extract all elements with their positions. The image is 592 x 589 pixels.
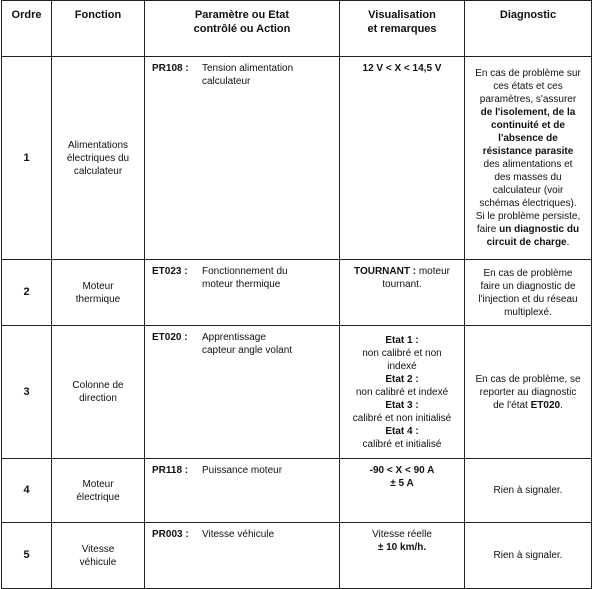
row-fonction: Moteur électrique (52, 459, 145, 523)
table-row (2, 326, 592, 459)
header-parametre: Paramètre ou Etat contrôlé ou Action (145, 1, 340, 57)
row-visualisation: Etat 1 : non calibré et non indexé Etat 2 : non calibré et indexé Etat 3 : calibré et non initialisé Etat 4 : calibré et initialisé (340, 326, 465, 459)
row-parametre (145, 260, 340, 326)
row-ordre: 1 (2, 57, 52, 260)
row-diagnostic: Rien à signaler. (465, 459, 592, 523)
param-label: Puissance moteur (202, 465, 283, 476)
table-row (2, 57, 592, 260)
row-parametre (145, 523, 340, 589)
table-row (2, 459, 592, 523)
row-visualisation: -90 < X < 90 A ± 5 A (340, 459, 465, 523)
row-fonction: Moteur thermique (52, 260, 145, 326)
row-ordre: 3 (2, 326, 52, 459)
row-ordre: 2 (2, 260, 52, 326)
param-label: Apprentissage capteur angle volant (202, 332, 293, 356)
row-ordre: 5 (2, 523, 52, 589)
param-label: Vitesse véhicule (202, 529, 275, 540)
row-visualisation: Vitesse réelle ± 10 km/h. (340, 523, 465, 589)
row-visualisation: TOURNANT : moteur tournant. (340, 260, 465, 326)
param-code: PR108 : (152, 63, 189, 74)
diagnostic-table (1, 0, 592, 589)
row-diagnostic: En cas de problème faire un diagnostic de l'injection et du réseau multiplexé. (465, 260, 592, 326)
row-visualisation: 12 V < X < 14,5 V (340, 57, 465, 260)
row-parametre (145, 459, 340, 523)
row-fonction: Colonne de direction (52, 326, 145, 459)
row-parametre (145, 326, 340, 459)
row-ordre: 4 (2, 459, 52, 523)
param-code: ET023 : (152, 266, 188, 277)
table-row (2, 523, 592, 589)
row-diagnostic: En cas de problème sur ces états et ces paramètres, s'assurer de l'isolement, de la continuité et de l'absence de résistance parasite des alimentations et des masses du calculateur (voir schémas électriques). Si le problème persiste, faire un diagnostic du circuit de charge. (465, 57, 592, 260)
row-diagnostic: En cas de problème, se reporter au diagnostic de l'état ET020. (465, 326, 592, 459)
param-code: PR118 : (152, 465, 189, 476)
param-label: Tension alimentation calculateur (202, 63, 294, 87)
row-fonction: Alimentations électriques du calculateur (52, 57, 145, 260)
param-label: Fonctionnement du moteur thermique (202, 266, 288, 290)
header-row (2, 1, 592, 57)
row-fonction: Vitesse véhicule (52, 523, 145, 589)
header-diagnostic: Diagnostic (465, 1, 592, 57)
param-code: PR003 : (152, 529, 189, 540)
param-code: ET020 : (152, 332, 188, 343)
table-row (2, 260, 592, 326)
row-diagnostic: Rien à signaler. (465, 523, 592, 589)
row-parametre (145, 57, 340, 260)
header-fonction: Fonction (52, 1, 145, 57)
header-visualisation: Visualisation et remarques (340, 1, 465, 57)
header-ordre: Ordre (2, 1, 52, 57)
